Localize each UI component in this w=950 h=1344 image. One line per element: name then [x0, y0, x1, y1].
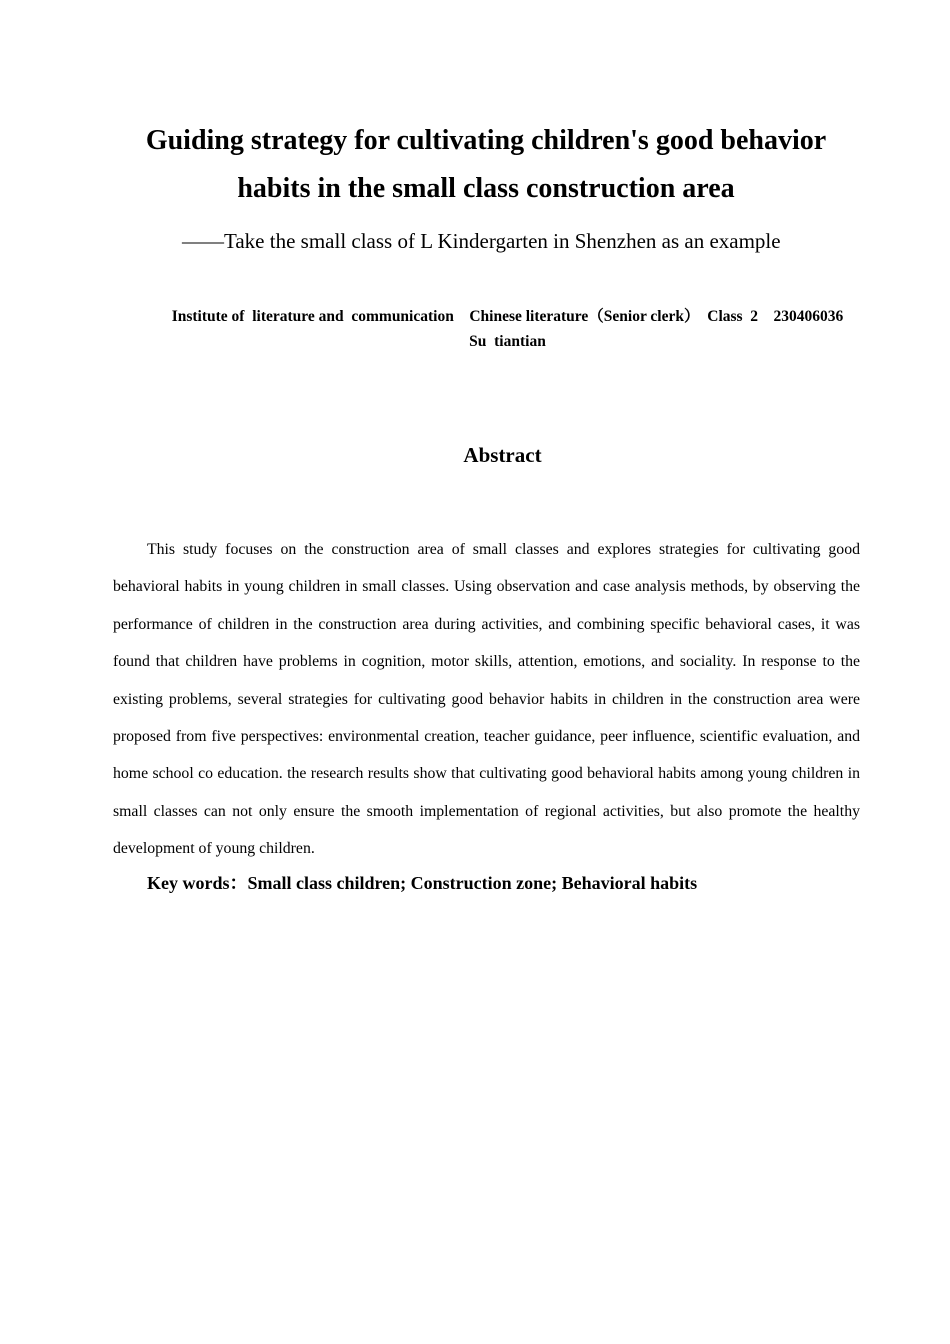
paper-title-line-1: Guiding strategy for cultivating children's good behavior	[145, 125, 827, 156]
author-affiliation: Institute of literature and communication Chinese literature（Senior clerk） Class 2 230406036	[171, 308, 844, 325]
paper-title	[100, 117, 872, 213]
paper-subtitle: ——Take the small class of L Kindergarten in Shenzhen as an example	[182, 229, 781, 253]
paper-title-line-2: habits in the small class construction area	[237, 173, 735, 204]
author-info	[100, 304, 915, 354]
abstract-heading: Abstract	[463, 443, 542, 467]
author-name: Su tiantian	[469, 333, 546, 350]
abstract-text: This study focuses on the construction area of small classes and explores strategies for cultivating good behavioral habits in young children in small classes. Using observation and case analysis methods, by observing the performance of children in the construction area during activities, and combining specific behavioral cases, it was found that children have problems in cognition, motor skills, attention, emotions, and sociality. In response to the existing problems, several strategies for cultivating good behavior habits in children in the construction area were proposed from five perspectives: environmental creation, teacher guidance, peer influence, scientific evaluation, and home school co education. the research results show that cultivating good behavioral habits among young children in small classes can not only ensure the smooth implementation of regional activities, but also promote the healthy development of young children.	[113, 541, 860, 858]
keywords: Key words：Small class children; Construction zone; Behavioral habits	[147, 873, 698, 893]
